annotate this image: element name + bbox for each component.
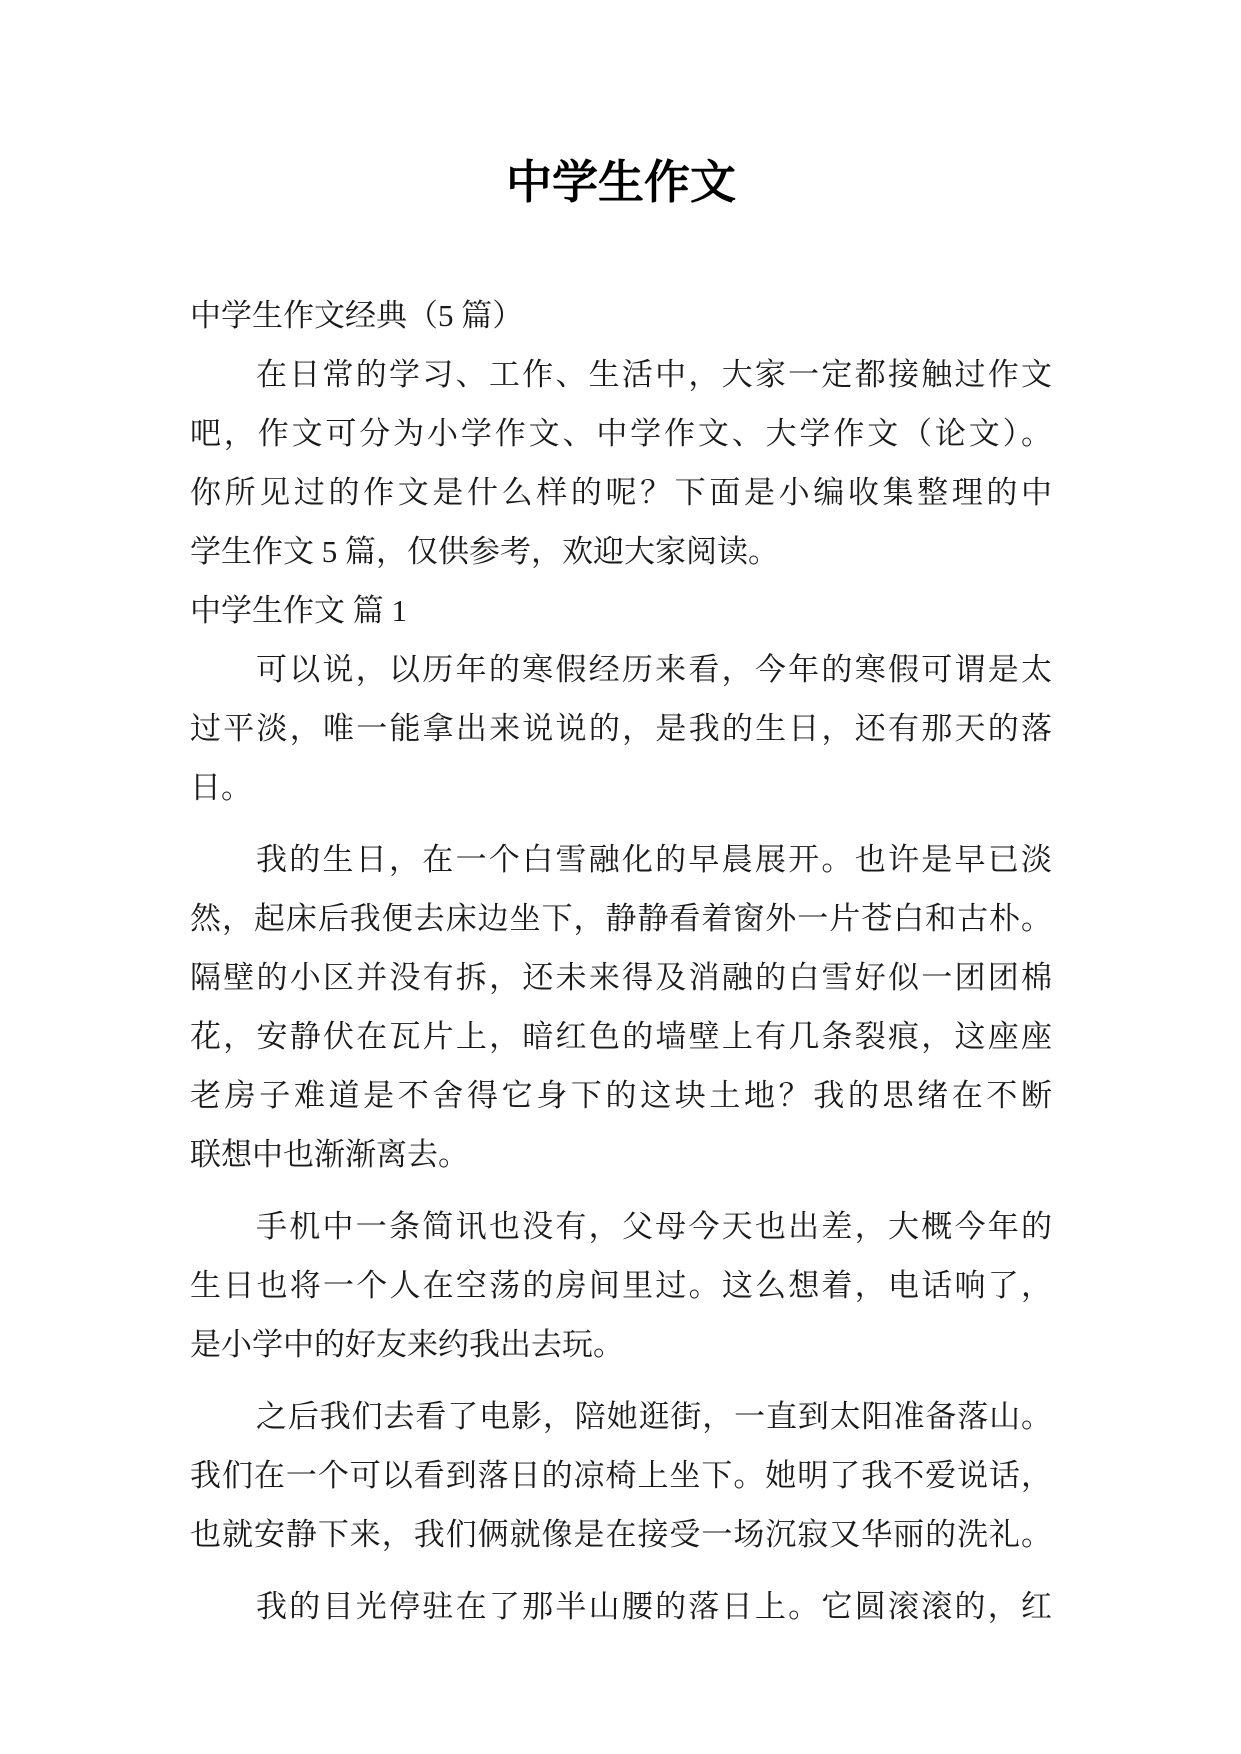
- intro-paragraph: [190, 345, 1052, 581]
- paragraph-line: 生日也将一个人在空荡的房间里过。这么想着，电话响了，: [190, 1268, 1052, 1303]
- paragraph-line: 然，起床后我便去床边坐下，静静看着窗外一片苍白和古朴。: [190, 901, 1052, 936]
- paragraph-1: [190, 640, 1052, 817]
- paragraph-line: 日。: [190, 770, 252, 805]
- intro-line: 在日常的学习、工作、生活中，大家一定都接触过作文: [256, 357, 1052, 392]
- document-subtitle: 中学生作文经典（5 篇）: [190, 298, 524, 333]
- paragraph-line: 过平淡，唯一能拿出来说说的，是我的生日，还有那天的落: [190, 711, 1052, 746]
- paragraph-2: [190, 830, 1052, 1184]
- paragraph-line: 我的目光停驻在了那半山腰的落日上。它圆滚滚的，红: [256, 1589, 1052, 1624]
- paragraph-line: 联想中也渐渐离去。: [190, 1137, 469, 1172]
- intro-line: 吧，作文可分为小学作文、中学作文、大学作文（论文）。: [190, 416, 1052, 451]
- paragraph-line: 手机中一条简讯也没有，父母今天也出差，大概今年的: [256, 1209, 1052, 1244]
- document-title: 中学生作文: [506, 155, 736, 209]
- paragraph-line: 老房子难道是不舍得它身下的这块土地？我的思绪在不断: [190, 1078, 1052, 1113]
- paragraph-line: 之后我们去看了电影，陪她逛街，一直到太阳准备落山。: [256, 1399, 1052, 1434]
- paragraph-line: 我们在一个可以看到落日的凉椅上坐下。她明了我不爱说话，: [190, 1458, 1052, 1493]
- paragraph-line: 是小学中的好友来约我出去玩。: [190, 1327, 624, 1362]
- paragraph-line: 也就安静下来，我们俩就像是在接受一场沉寂又华丽的洗礼。: [190, 1517, 1052, 1552]
- paragraph-4: [190, 1387, 1052, 1564]
- section-heading: 中学生作文 篇 1: [190, 593, 407, 628]
- paragraph-line: 我的生日，在一个白雪融化的早晨展开。也许是早已淡: [256, 842, 1052, 877]
- paragraph-line: 花，安静伏在瓦片上，暗红色的墙壁上有几条裂痕，这座座: [190, 1019, 1052, 1054]
- paragraph-line: 可以说，以历年的寒假经历来看，今年的寒假可谓是太: [256, 652, 1052, 687]
- document-body: [190, 152, 1052, 1636]
- paragraph-line: 隔壁的小区并没有拆，还未来得及消融的白雪好似一团团棉: [190, 960, 1052, 995]
- paragraph-5: [190, 1577, 1052, 1636]
- intro-line: 你所见过的作文是什么样的呢？下面是小编收集整理的中: [190, 475, 1052, 510]
- paragraph-3: [190, 1197, 1052, 1374]
- intro-line: 学生作文 5 篇，仅供参考，欢迎大家阅读。: [190, 534, 779, 569]
